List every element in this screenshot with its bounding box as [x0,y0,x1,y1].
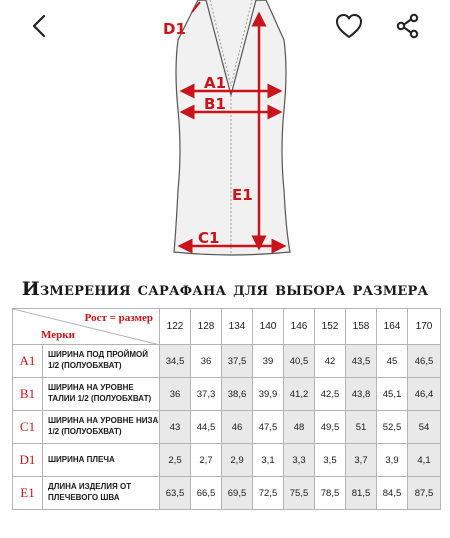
cell-value: 41,2 [284,378,315,411]
b1-label: B1 [204,95,226,113]
size-header-122: 122 [160,309,191,345]
row-code: B1 [13,378,43,411]
cell-value: 78,5 [315,477,346,510]
cell-value: 2,7 [191,444,222,477]
cell-value: 45,1 [377,378,408,411]
row-description: ШИРИНА НА УРОВНЕ ТАЛИИ 1/2 (ПОЛУОБХВАТ) [43,378,160,411]
cell-value: 46,5 [408,345,441,378]
row-description: ШИРИНА ПОД ПРОЙМОЙ 1/2 (ПОЛУОБХВАТ) [43,345,160,378]
row-code: C1 [13,411,43,444]
size-header-158: 158 [346,309,377,345]
a1-label: A1 [204,74,227,92]
cell-value: 45 [377,345,408,378]
share-icon [394,12,422,40]
size-table [12,308,441,510]
cell-value: 75,5 [284,477,315,510]
row-code: A1 [13,345,43,378]
d1-label: D1 [163,20,186,38]
cell-value: 72,5 [253,477,284,510]
row-code: E1 [13,477,43,510]
height-size-header: Рост = размер [84,312,153,324]
cell-value: 46,4 [408,378,441,411]
cell-value: 43,5 [346,345,377,378]
cell-value: 3,9 [377,444,408,477]
size-header-164: 164 [377,309,408,345]
share-button[interactable] [394,12,422,40]
e1-label: E1 [232,186,253,204]
cell-value: 87,5 [408,477,441,510]
heart-icon [334,12,364,40]
cell-value: 52,5 [377,411,408,444]
size-header-146: 146 [284,309,315,345]
back-button[interactable] [26,12,54,40]
cell-value: 39,9 [253,378,284,411]
cell-value: 2,5 [160,444,191,477]
cell-value: 42 [315,345,346,378]
size-header-134: 134 [222,309,253,345]
row-description: ШИРИНА НА УРОВНЕ НИЗА 1/2 (ПОЛУОБХВАТ) [43,411,160,444]
chevron-left-icon [26,12,54,40]
cell-value: 3,5 [315,444,346,477]
size-header-140: 140 [253,309,284,345]
cell-value: 2,9 [222,444,253,477]
cell-value: 38,6 [222,378,253,411]
page-title: Измерения сарафана для выбора размера [21,278,429,300]
cell-value: 3,1 [253,444,284,477]
cell-value: 36 [191,345,222,378]
cell-value: 39 [253,345,284,378]
table-row [13,411,441,444]
cell-value: 43 [160,411,191,444]
table-row [13,444,441,477]
table-row [13,345,441,378]
top-bar [0,0,450,52]
row-description: ШИРИНА ПЛЕЧА [43,444,160,477]
cell-value: 4,1 [408,444,441,477]
cell-value: 43,8 [346,378,377,411]
favorite-button[interactable] [334,12,364,40]
cell-value: 47,5 [253,411,284,444]
table-row [13,477,441,510]
cell-value: 51 [346,411,377,444]
table-corner-cell [13,309,160,345]
size-header-170: 170 [408,309,441,345]
c1-label: C1 [198,229,220,247]
row-code: D1 [13,444,43,477]
cell-value: 54 [408,411,441,444]
size-header-152: 152 [315,309,346,345]
cell-value: 42,5 [315,378,346,411]
cell-value: 69,5 [222,477,253,510]
cell-value: 34,5 [160,345,191,378]
cell-value: 3,7 [346,444,377,477]
cell-value: 84,5 [377,477,408,510]
table-header-row [13,309,441,345]
table-row [13,378,441,411]
cell-value: 3,3 [284,444,315,477]
row-description: ДЛИНА ИЗДЕЛИЯ ОТ ПЛЕЧЕВОГО ШВА [43,477,160,510]
cell-value: 66,5 [191,477,222,510]
measures-header: Мерки [41,329,75,341]
cell-value: 36 [160,378,191,411]
cell-value: 37,5 [222,345,253,378]
cell-value: 81,5 [346,477,377,510]
cell-value: 46 [222,411,253,444]
cell-value: 44,5 [191,411,222,444]
cell-value: 40,5 [284,345,315,378]
cell-value: 49,5 [315,411,346,444]
cell-value: 63,5 [160,477,191,510]
cell-value: 48 [284,411,315,444]
cell-value: 37,3 [191,378,222,411]
size-header-128: 128 [191,309,222,345]
